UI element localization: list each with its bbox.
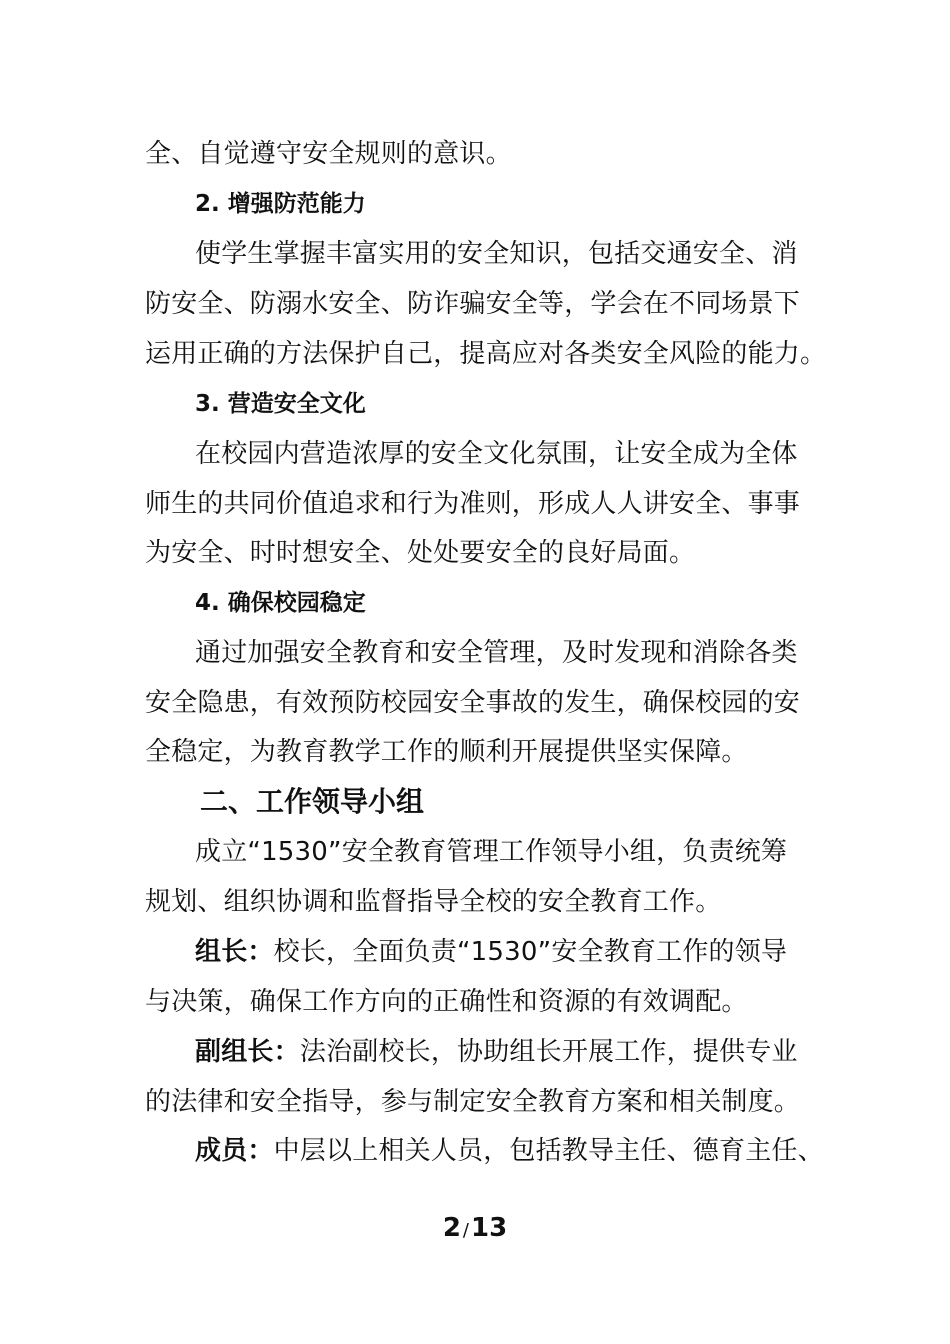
paragraph-line: 全、自觉遵守安全规则的意识。 [145, 139, 512, 169]
member-paragraph [195, 1133, 824, 1169]
page-total: 13 [470, 1213, 508, 1243]
subheading-2: 2. 增强防范能力 [195, 191, 366, 217]
paragraph-line: 与决策，确保工作方向的正确性和资源的有效调配。 [145, 987, 748, 1017]
section-heading: 二、工作领导小组 [200, 785, 425, 818]
subheading-3: 3. 营造安全文化 [195, 391, 366, 417]
paragraph-line: 全稳定，为教育教学工作的顺利开展提供坚实保障。 [145, 737, 748, 767]
deputy-text: 法治副校长，协助组长开展工作，提供专业 [299, 1037, 798, 1067]
page-current: 2 [442, 1213, 461, 1243]
paragraph-line: 在校园内营造浓厚的安全文化氛围，让安全成为全体 [195, 439, 798, 469]
paragraph-line: 安全隐患，有效预防校园安全事故的发生，确保校园的安 [145, 688, 801, 718]
deputy-paragraph [195, 1034, 815, 1070]
page-separator: / [462, 1220, 469, 1241]
member-text: 中层以上相关人员，包括教导主任、德育主任、 [273, 1136, 824, 1166]
paragraph-line: 的法律和安全指导，参与制定安全教育方案和相关制度。 [145, 1087, 801, 1117]
leader-paragraph [195, 934, 815, 970]
paragraph-line: 为安全、时时想安全、处处要安全的良好局面。 [145, 538, 696, 568]
paragraph-line: 规划、组织协调和监督指导全校的安全教育工作。 [145, 887, 722, 917]
paragraph-line: 成立“1530”安全教育管理工作领导小组，负责统筹 [195, 837, 788, 867]
member-label: 成员： [195, 1136, 274, 1166]
paragraph-line: 防安全、防溺水安全、防诈骗安全等，学会在不同场景下 [145, 289, 801, 319]
deputy-label: 副组长： [195, 1037, 300, 1067]
leader-label: 组长： [195, 937, 274, 967]
paragraph-line: 师生的共同价值追求和行为准则，形成人人讲安全、事事 [145, 489, 801, 519]
leader-text: 校长，全面负责“1530”安全教育工作的领导 [273, 937, 788, 967]
subheading-4: 4. 确保校园稳定 [195, 590, 366, 616]
paragraph-line: 运用正确的方法保护自己，提高应对各类安全风险的能力。 [145, 339, 827, 369]
paragraph-line: 使学生掌握丰富实用的安全知识，包括交通安全、消 [195, 239, 798, 269]
page-number [0, 1210, 950, 1249]
paragraph-line: 通过加强安全教育和安全管理，及时发现和消除各类 [195, 638, 798, 668]
